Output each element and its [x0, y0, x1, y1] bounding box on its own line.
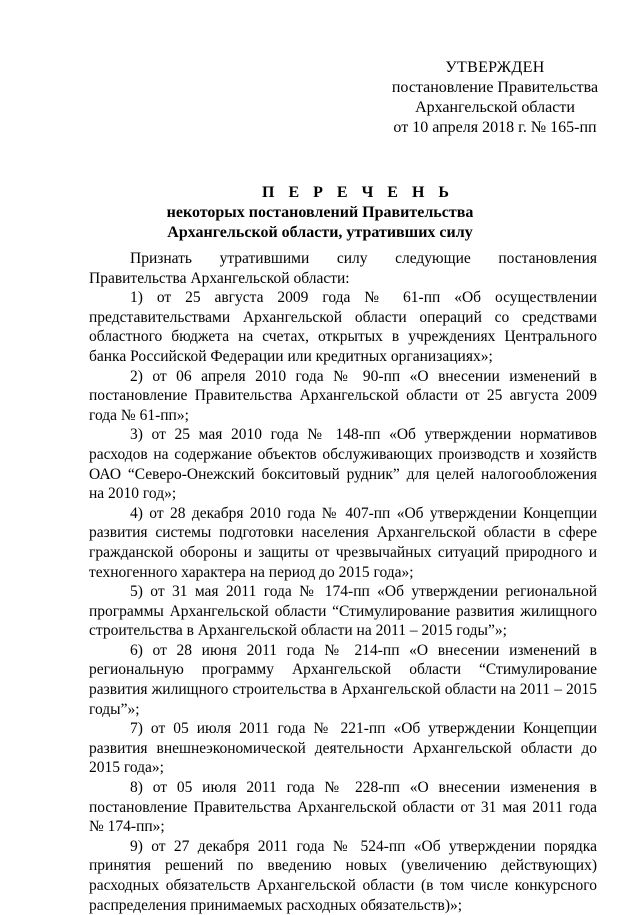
list-item-5: 5) от 31 мая 2011 года № 174-пп «Об утверждении региональной программы Архангельской области “Стимулирование развития жилищного строительства в Архангельской области на 2011 – 2015 годы”»; [89, 583, 597, 640]
list-item-3: 3) от 25 мая 2010 года № 148-пп «Об утверждении нормативов расходов на содержание объектов обслуживающих производств и хозяйств ОАО “Северо-Онежский бокситовый рудник” для целей налогообложения на 2010 год»; [89, 426, 597, 503]
title-heading: П Е Р Е Ч Е Н Ь [262, 184, 454, 201]
approval-line-1: постановление Правительства [391, 79, 599, 96]
document-title [0, 183, 640, 243]
title-line-1: некоторых постановлений Правительства [166, 204, 474, 221]
approval-stamp [380, 58, 610, 138]
list-item-9: 9) от 27 декабря 2011 года № 524-пп «Об утверждении порядка принятия решений по введению новых (увеличению действующих) расходных обязательств Архангельской области (в том числе конкурсного распределения принимаемых расходных обязательств)»; [89, 837, 597, 914]
title-line-2: Архангельской области, утративших силу [167, 224, 473, 241]
list-item-7: 7) от 05 июля 2011 года № 221-пп «Об утверждении Концепции развития внешнеэкономической деятельности Архангельской области до 2015 года»; [89, 720, 597, 777]
approval-line-3: от 10 апреля 2018 г. № 165-пп [393, 119, 597, 136]
document-body [89, 249, 597, 915]
list-item-8: 8) от 05 июля 2011 года № 228-пп «О внесении изменения в постановление Правительства Архангельской области от 31 мая 2011 года № 174-пп»; [89, 779, 597, 836]
intro-paragraph: Признать утратившими силу следующие постановления Правительства Архангельской области: [89, 250, 597, 287]
list-item-6: 6) от 28 июня 2011 года № 214-пп «О внесении изменений в региональную программу Архангельской области “Стимулирование развития жилищного строительства в Архангельской области на 2011 – 2015 годы”»; [89, 641, 597, 718]
list-item-2: 2) от 06 апреля 2010 года № 90-пп «О внесении изменений в постановление Правительства Архангельской области от 25 августа 2009 года № 61-пп»; [89, 367, 597, 424]
approval-line-2: Архангельской области [415, 99, 575, 116]
approval-heading: УТВЕРЖДЕН [445, 59, 545, 76]
list-item-1: 1) от 25 августа 2009 года № 61-пп «Об осуществлении представительствами Архангельской области операций со средствами областного бюджета на счетах, открытых в учреждениях Центрального банка Российской Федерации или кредитных организациях»; [89, 289, 597, 365]
list-item-4: 4) от 28 декабря 2010 года № 407-пп «Об утверждении Концепции развития системы подготовки населения Архангельской области в сфере гражданской обороны и защиты от чрезвычайных ситуаций природного и техногенного характера на период до 2015 года»; [89, 504, 597, 581]
